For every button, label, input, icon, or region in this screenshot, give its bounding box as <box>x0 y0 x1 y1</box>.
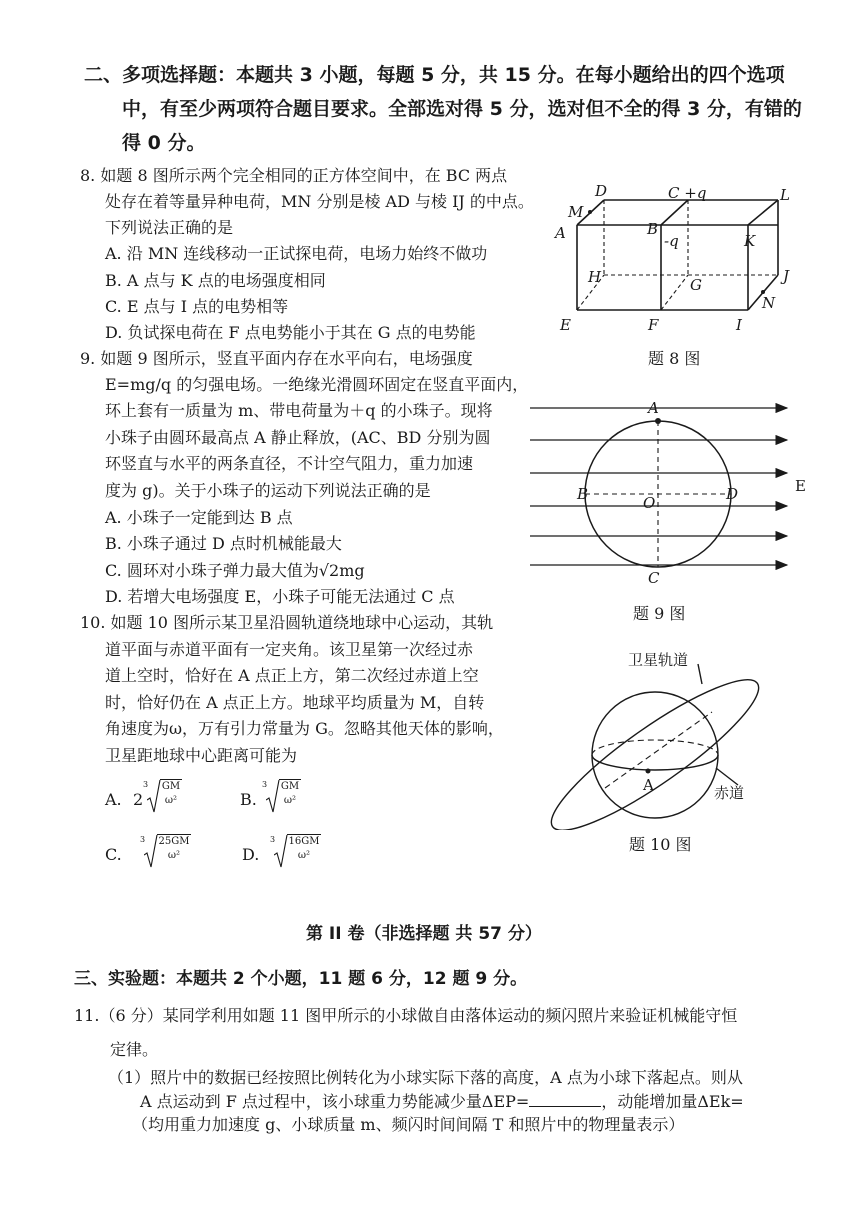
q11-sub1-line3: （均用重力加速度 g、小球质量 m、频闪时间间隔 T 和照片中的物理量表示） <box>132 1115 685 1134</box>
q10-stem-line5: 角速度为ω，万有引力常量为 G。忽略其他天体的影响， <box>105 719 504 738</box>
bead <box>655 418 661 424</box>
section2-heading-line3: 得 0 分。 <box>122 132 206 154</box>
label-f: F <box>648 316 659 334</box>
label-k: K <box>744 232 756 250</box>
q11-sub1-line2 <box>140 1089 744 1112</box>
label-c: C <box>648 569 660 587</box>
label-n: N <box>762 294 776 312</box>
q10-option-c-label: C. <box>105 845 122 864</box>
label-a: A <box>643 776 654 794</box>
q9-option-b: B. 小珠子通过 D 点时机械能最大 <box>105 534 342 553</box>
label-e: E <box>560 316 571 334</box>
answer-blank-delta-ep[interactable] <box>529 1094 601 1107</box>
figure-10-satellite-orbit <box>540 640 780 830</box>
label-o: O <box>643 494 656 512</box>
q9-option-d: D. 若增大电场强度 E，小珠子可能无法通过 C 点 <box>105 587 455 606</box>
q11-sub1-line2-part2: ，动能增加量ΔEk= <box>601 1092 744 1111</box>
label-d: D <box>726 485 739 503</box>
label-b: B <box>577 485 589 503</box>
q10-option-a-radical: 3 GM ω² <box>143 778 183 814</box>
q10-stem-line3: 道上空时，恰好在 A 点正上方，第二次经过赤道上空 <box>105 666 479 685</box>
q8-stem-line2: 处存在着等量异种电荷，MN 分别是棱 AD 与棱 IJ 的中点。 <box>105 192 534 211</box>
label-d: D <box>595 182 608 200</box>
q11-sub1-line2-part1: A 点运动到 F 点过程中，该小球重力势能减少量ΔEP= <box>140 1092 530 1111</box>
q9-stem-line6: 度为 g)。关于小珠子的运动下列说法正确的是 <box>105 481 431 500</box>
q10-stem-line1: 10. 如题 10 图所示某卫星沿圆轨道绕地球中心运动，其轨 <box>80 613 494 632</box>
section2-heading-line2: 中，有至少两项符合题目要求。全部选对得 5 分，选对但不全的得 3 分，有错的 <box>122 98 802 120</box>
q11-sub1-line1: （1）照片中的数据已经按照比例转化为小球实际下落的高度，A 点为小球下落起点。则从 <box>108 1068 743 1087</box>
q10-stem-line6: 卫星距地球中心距离可能为 <box>105 746 298 765</box>
q11-stem-line1: 11.（6 分）某同学利用如题 11 图甲所示的小球做自由落体运动的频闪照片来验证机械能守恒 <box>74 1006 738 1025</box>
point-m <box>588 210 592 214</box>
label-h: H <box>588 268 602 286</box>
satellite-orbit <box>540 660 773 830</box>
q9-option-c: C. 圆环对小珠子弹力最大值为√2mg <box>105 561 365 580</box>
q9-option-a: A. 小珠子一定能到达 B 点 <box>105 508 293 527</box>
q10-stem-line2: 道平面与赤道平面有一定夹角。该卫星第一次经过赤 <box>105 640 474 659</box>
q10-option-d-label: D. <box>242 845 260 864</box>
q11-stem-line2: 定律。 <box>110 1040 159 1059</box>
label-equator: 赤道 <box>714 784 745 802</box>
q8-option-c: C. E 点与 I 点的电势相等 <box>105 297 289 316</box>
label-i: I <box>736 316 742 334</box>
q10-option-b-radical: 3 GM ω² <box>262 778 302 814</box>
label-field-e: E <box>795 477 806 495</box>
label-a: A <box>648 400 659 417</box>
q9-stem-line1: 9. 如题 9 图所示，竖直平面内存在水平向右，电场强度 <box>80 349 473 368</box>
section2-heading-line1: 二、多项选择题：本题共 3 小题，每题 5 分，共 15 分。在每小题给出的四个选项 <box>84 64 785 86</box>
label-l: L <box>780 186 790 204</box>
q9-stem-line5: 环竖直与水平的两条直径，不计空气阻力，重力加速 <box>105 454 474 473</box>
q8-option-d: D. 负试探电荷在 F 点电势能小于其在 G 点的电势能 <box>105 323 476 342</box>
part2-title: 第 II 卷（非选择题 共 57 分） <box>306 924 542 944</box>
label-c-plus-q: C +q <box>668 184 707 202</box>
figure-10-caption: 题 10 图 <box>629 835 692 854</box>
figure-8-cubes <box>550 178 810 338</box>
earth <box>592 692 718 818</box>
q8-option-a: A. 沿 MN 连线移动一正试探电荷，电场力始终不做功 <box>105 244 488 263</box>
q10-option-d-radical: 3 16GM ω² <box>270 833 322 869</box>
label-a: A <box>555 224 566 242</box>
q8-stem-line3: 下列说法正确的是 <box>105 218 234 237</box>
q10-option-b-label: B. <box>240 790 257 809</box>
q8-stem-line1: 8. 如题 8 图所示两个完全相同的正方体空间中，在 BC 两点 <box>80 166 508 185</box>
q9-stem-line3: 环上套有一质量为 m、带电荷量为＋q 的小珠子。现将 <box>105 401 493 420</box>
label-j: J <box>783 267 790 285</box>
point-a <box>646 769 651 774</box>
q9-stem-line4: 小珠子由圆环最高点 A 静止释放，(AC、BD 分别为圆 <box>105 428 491 447</box>
section3-heading: 三、实验题：本题共 2 个小题，11 题 6 分，12 题 9 分。 <box>74 969 528 989</box>
figure-9-ring-in-field <box>525 400 825 595</box>
label-orbit: 卫星轨道 <box>628 651 689 669</box>
q10-stem-line4: 时，恰好仍在 A 点正上方。地球平均质量为 M，自转 <box>105 693 485 712</box>
figure-9-caption: 题 9 图 <box>633 604 686 623</box>
q10-option-a-label: A. <box>105 790 122 809</box>
q10-option-a-coef: 2 <box>133 790 144 809</box>
q9-stem-line2: E=mg/q 的匀强电场。一绝缘光滑圆环固定在竖直平面内， <box>105 375 529 394</box>
q10-option-c-radical: 3 25GM ω² <box>140 833 192 869</box>
figure-8-caption: 题 8 图 <box>648 349 701 368</box>
label-m: M <box>568 203 584 221</box>
label-b: B <box>647 220 659 238</box>
label-g: G <box>690 276 702 294</box>
label-minus-q: -q <box>664 232 679 250</box>
q8-option-b: B. A 点与 K 点的电场强度相同 <box>105 271 326 290</box>
